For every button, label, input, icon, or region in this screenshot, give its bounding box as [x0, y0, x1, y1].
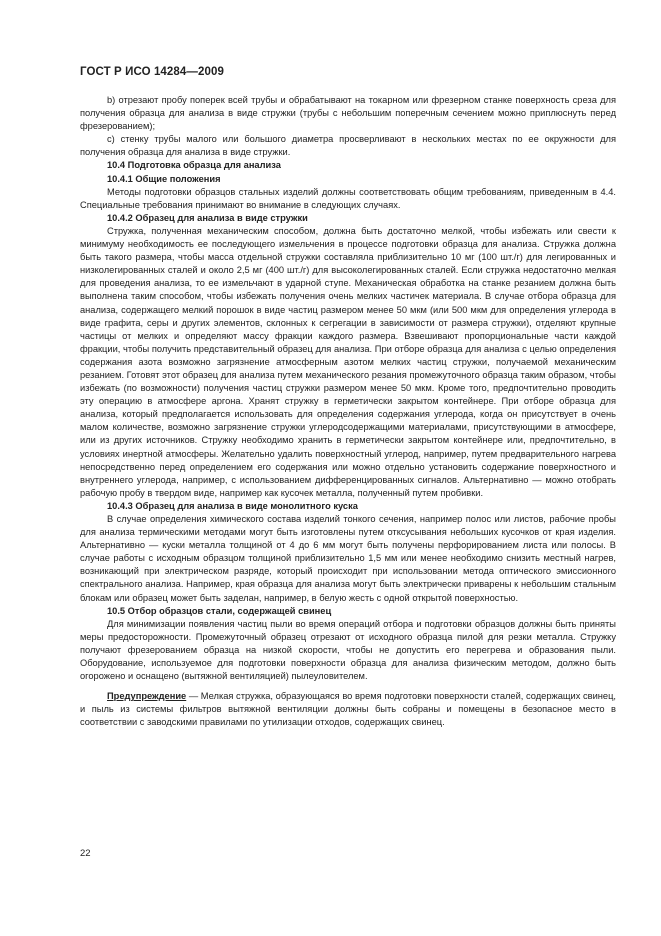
paragraph-10-4-1: Методы подготовки образцов стальных изделий должны соответствовать общим требованиям, приведенным в 4.4. Специальные требования принимают во внимание в следующих случаях. — [80, 186, 616, 210]
paragraph-10-4-2: Стружка, полученная механическим способом, должна быть достаточно мелкой, чтобы избежать или свести к минимуму необходимость ее последующего измельчения в процессе подготовки образца для анализа. Стружка должна быть такого размера, чтобы масса отдельной стружки составляла приблизительно 10 мг (100 шт./г) для легированных и низколегированных сталей и около 2,5 мг (400 шт./г) для высоколегированных сталей. Если стружка недостаточно мелкая для проведения анализа, то ее измельчают в ударной ступе. Механическая обработка на станке резанием должна быть выполнена таким способом, чтобы избежать получения очень мелких частичек материала. В случае отбора образца для анализа, содержащего мелкий порошок в виде частиц размером менее 50 мкм (или 500 мкм для определения углерода в виде графита, серы и других элементов, склонных к сегрегации в зависимости от размера стружки), отделяют крупные частицы от мелких и определяют массу фракции каждого размера. Взвешивают пропорциональные части каждой фракции, чтобы получить представительный образец для анализа. При отборе образца для анализа с целью определения содержания азота возможно загрязнение атмосферным азотом мелких частиц стружки, получаемой механическим резанием. Готовят этот образец для анализа путем механического резания промежуточного образца таким образом, чтобы избежать (по возможности) получения частиц стружки размером менее 50 мкм. Кроме того, предпочтительно проводить эту операцию в атмосфере аргона. Хранят стружку в герметически закрытом контейнере. При отборе образца для анализа, который предполагается использовать для определения содержания углерода, когда он присутствует в очень малом количестве, возможно загрязнение стружки углеродсодержащими материалами, присутствующими в атмосфере, или из других источников. Стружку необходимо хранить в герметически закрытом контейнере или, предпочтительно, в условиях инертной атмосферы. Желательно удалить поверхностный углерод, например, путем предварительного нагрева непосредственно перед определением его содержания или можно отдельно установить содержание поверхностного и внутреннего углерода, например, с использованием дифференцированных сигналов. Альтернативно — можно отобрать рабочую пробу в твердом виде, например как кусочек металла, полученный путем пробивки. — [80, 225, 616, 498]
standard-header: ГОСТ Р ИСО 14284—2009 — [80, 66, 225, 78]
page-number: 22 — [80, 848, 91, 859]
warning-paragraph — [80, 690, 616, 729]
spacer — [80, 683, 616, 690]
section-heading-10-4-3: 10.4.3 Образец для анализа в виде монолитного куска — [107, 500, 358, 511]
paragraph-item-b: b) отрезают пробу поперек всей трубы и обрабатывают на токарном или фрезерном станке поверхность среза для получения образца для анализа в виде стружки (трубы с небольшим поперечным сечением можно приплюснуть перед фрезерованием); — [80, 95, 616, 132]
warning-label: Предупреждение — [107, 691, 187, 702]
section-heading-10-4-2: 10.4.2 Образец для анализа в виде стружки — [107, 212, 308, 223]
document-body — [80, 94, 616, 730]
paragraph-item-c: c) стенку трубы малого или большого диаметра просверливают в нескольких местах по ее окружности для получения образца для анализа в виде стружки. — [80, 134, 616, 158]
section-heading-10-4-1: 10.4.1 Общие положения — [107, 173, 221, 184]
paragraph-10-4-3: В случае определения химического состава изделий тонкого сечения, например полос или листов, рабочие пробы для анализа термическими методами могут быть изготовлены путем отксусывания небольших кусочков от края изделия. Альтернативно — куски металла толщиной от 4 до 6 мм могут быть получены перфорированием листа или полосы. В случае работы с исходным образцом толщиной приблизительно 1,5 мм или менее необходимо снизить местный нагрев, возникающий при электрическом разряде, который происходит при использовании метода оптического эмиссионного спектрального анализа. Например, края образца для анализа могут быть электрически приварены к небольшим стальным блокам или образец может быть заделан, например, в белую жесть с одной открытой поверхностью. — [80, 514, 616, 603]
paragraph-10-5: Для минимизации появления частиц пыли во время операций отбора и подготовки образцов должны быть приняты меры предосторожности. Промежуточный образец отрезают от исходного образца пилой для резки металла. Стружку получают фрезерованием образца на низкой скорости, чтобы не допустить его перегрева и образования пыли. Оборудование, используемое для подготовки поверхности образца для анализа физическим методом, должно быть огорожено и оснащено (вытяжной вентиляцией) пылеуловителем. — [80, 618, 616, 682]
section-heading-10-5: 10.5 Отбор образцов стали, содержащей свинец — [107, 605, 332, 616]
warning-text: — Мелкая стружка, образующаяся во время подготовки поверхности сталей, содержащих свинец, и пыль из системы фильтров вытяжной вентиляции должны быть собраны и помещены в безопасное место в соответствии с заводскими правилами по утилизации отходов, содержащих свинец. — [80, 691, 616, 728]
section-heading-10-4: 10.4 Подготовка образца для анализа — [107, 160, 281, 171]
